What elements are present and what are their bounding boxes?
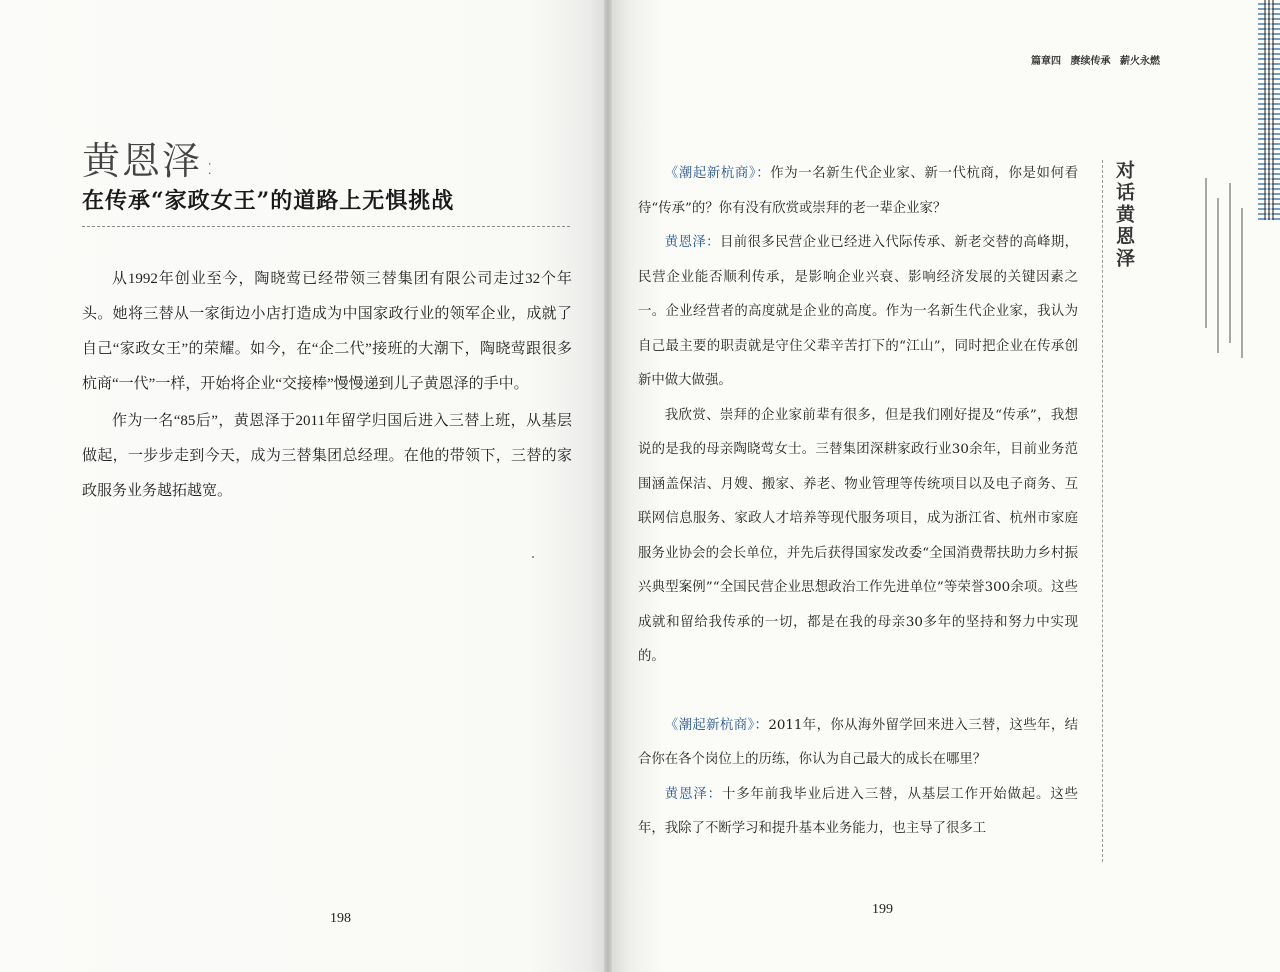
interview-text-run: 2011年，你从海外留学回来进入三替，这些年，结合你在各个岗位上的历练，你认为自己最大的成长在哪里？ xyxy=(638,717,1079,767)
interview-text-run: 十多年前我毕业后进入三替，从基层工作开始做起。这些年，我除了不断学习和提升基本业务能力，也主导了很多工 xyxy=(638,786,1079,836)
running-header: 篇章四 赓续传承 薪火永燃 xyxy=(1031,56,1160,67)
interview-answer-1-cont xyxy=(638,399,1078,675)
page-number-right: 199 xyxy=(872,902,893,917)
interview-text-run: 作为一名新生代企业家、新一代杭商，你是如何看待“传承”的？你有没有欣赏或崇拜的老一辈企业家？ xyxy=(638,166,1078,216)
print-speck xyxy=(532,556,534,558)
decorative-lines-icon xyxy=(1204,178,1254,358)
page-subtitle: 在传承“家政女王”的道路上无惧挑战 xyxy=(82,188,455,214)
qr-code-pattern-icon xyxy=(1264,0,1274,220)
side-divider xyxy=(1102,160,1103,862)
page-title xyxy=(82,130,215,185)
speaker-label: 黄恩泽： xyxy=(664,786,722,802)
intro-paragraph-2: 作为一名“85后”，黄恩泽于2011年留学归国后进入三替上班，从基层做起，一步步走到今天，成为三替集团总经理。在他的带领下，三替的家政服务业务越拓越宽。 xyxy=(82,413,572,499)
intro-paragraph-1: 从1992年创业至今，陶晓莺已经带领三替集团有限公司走过32个年头。她将三替从一家街边小店打造成为中国家政行业的领军企业，成就了自己“家政女王”的荣耀。如今，在“企二代”接班的大潮下，陶晓莺跟很多杭商“一代”一样，开始将企业“交接棒”慢慢递到儿子黄恩泽的手中。 xyxy=(82,271,572,392)
section-gap xyxy=(638,675,1078,709)
interview-text xyxy=(638,157,1078,847)
speaker-label: 黄恩泽： xyxy=(664,235,720,250)
page-number-left: 198 xyxy=(330,911,351,926)
side-section-label: 对话黄恩泽 xyxy=(1113,160,1135,270)
interview-text-run: 目前很多民营企业已经进入代际传承、新老交替的高峰期，民营企业能否顺利传承，是影响企业兴衰、影响经济发展的关键因素之一。企业经营者的高度就是企业的高度。作为一名新生代企业家，我认为自己最主要的职责就是守住父辈辛苦打下的“江山”，同时把企业在传承创新中做大做强。 xyxy=(638,235,1079,388)
intro-text xyxy=(82,262,572,509)
interview-question-2 xyxy=(638,709,1078,778)
interview-question-1 xyxy=(638,157,1078,226)
book-spine xyxy=(604,0,612,972)
speaker-label: 《潮起新杭商》： xyxy=(664,166,771,181)
interview-answer-1 xyxy=(638,226,1078,399)
interview-answer-2 xyxy=(638,778,1078,847)
interview-text-run: 我欣赏、崇拜的企业家前辈有很多，但是我们刚好提及“传承”，我想说的是我的母亲陶晓莺女士。三替集团深耕家政行业30余年，目前业务范围涵盖保洁、月嫂、搬家、养老、物业管理等传统项目以及电子商务、互联网信息服务、家政人才培养等现代服务项目，成为浙江省、杭州市家庭服务业协会的会长单位，并先后获得国家发改委“全国消费帮扶助力乡村振兴典型案例”“全国民营企业思想政治工作先进单位”等荣誉300余项。这些成就和留给我传承的一切，都是在我的母亲30多年的坚持和努力中实现的。 xyxy=(638,407,1078,664)
title-divider xyxy=(82,226,570,227)
title-name: 黄恩泽 xyxy=(82,139,203,183)
left-page xyxy=(0,0,606,972)
speaker-label: 《潮起新杭商》： xyxy=(664,717,769,733)
title-colon: : xyxy=(206,155,216,180)
